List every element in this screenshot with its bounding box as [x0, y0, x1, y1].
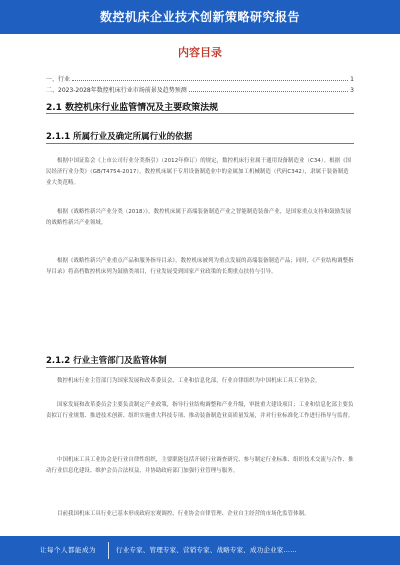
toc-entry[interactable]	[46, 72, 354, 83]
toc-entry-label: 二、2023-2028年数控机床行业市场前景及趋势预测	[46, 87, 187, 94]
paragraph: 根据中国证监会《上市公司行业分类指引》（2012年修订）的规定，数控机床行业属于通用设备制造业（C34）。根据《国民经济行业分类》（GB/T4754-2017），数控机床属于专用设备制造业中的金属加工机械制造（代码C342），隶属于装备制造业大类范畴。	[46, 158, 352, 186]
toc-leader-dots	[72, 80, 348, 81]
paragraph: 数控机床行业主管部门为国家发展和改革委员会、工业和信息化部，行业自律组织为中国机床工具工业协会。	[57, 378, 321, 384]
footer-tagline: 行业专家、管理专家、营销专家、战略专家、成功企业家……	[116, 546, 297, 554]
toc-entry-page: 3	[350, 87, 354, 94]
paragraph: 中国机床工具工业协会是行业自律性组织，主要职能包括开展行业调查研究、参与制定行业标准、组织技术交流与合作、推动行业信息化建设、维护会员合法权益，并协助政府部门加强行业管理与服务。	[46, 457, 354, 474]
toc-title: 内容目录	[178, 46, 222, 59]
subsection-heading: 2.1.1 所属行业及确定所属行业的依据	[46, 132, 193, 142]
paragraph: 根据《战略性新兴产业重点产品和服务指导目录》，数控机床被列为重点发展的高端装备制造产品；同时，《产业结构调整指导目录》将高档数控机床列为鼓励类项目，行业发展受到国家产业政策的长期重点扶持与引导。	[46, 258, 354, 275]
footer-divider	[108, 542, 109, 559]
heading-divider	[46, 367, 354, 368]
toc-entry-label: 一、行业	[46, 76, 71, 83]
toc-leader-dots	[189, 91, 348, 92]
footer-banner	[0, 536, 400, 565]
heading-divider	[46, 113, 354, 114]
toc-entry-page: 1	[350, 76, 354, 83]
table-of-contents	[46, 72, 354, 94]
section-heading: 2.1 数控机床行业监管情况及主要政策法规	[46, 103, 219, 113]
paragraph: 国家发展和改革委员会主要负责制定产业政策，指导行业结构调整和产业升级，审批重大建设项目；工业和信息化部主要负责拟订行业规划、推进技术创新、组织实施重大科技专项、推动装备制造业高质量发展，并对行业标准化工作进行指导与监督。	[46, 402, 354, 419]
report-header	[0, 0, 400, 34]
heading-divider	[46, 143, 354, 144]
footer-slogan: 让每个人都能成为	[40, 546, 96, 554]
report-title: 数控机床企业技术创新策略研究报告	[99, 10, 300, 24]
paragraph: 目前我国机床工具行业已基本形成政府宏观调控、行业协会自律管理、企业自主经营的市场化监管体制。	[57, 511, 310, 517]
toc-entry[interactable]	[46, 83, 354, 94]
paragraph: 根据《战略性新兴产业分类（2018）》，数控机床属于高端装备制造产业之智能制造装备产业，是国家重点支持和鼓励发展的战略性新兴产业领域。	[46, 209, 352, 226]
subsection-heading: 2.1.2 行业主管部门及监管体制	[46, 356, 167, 366]
